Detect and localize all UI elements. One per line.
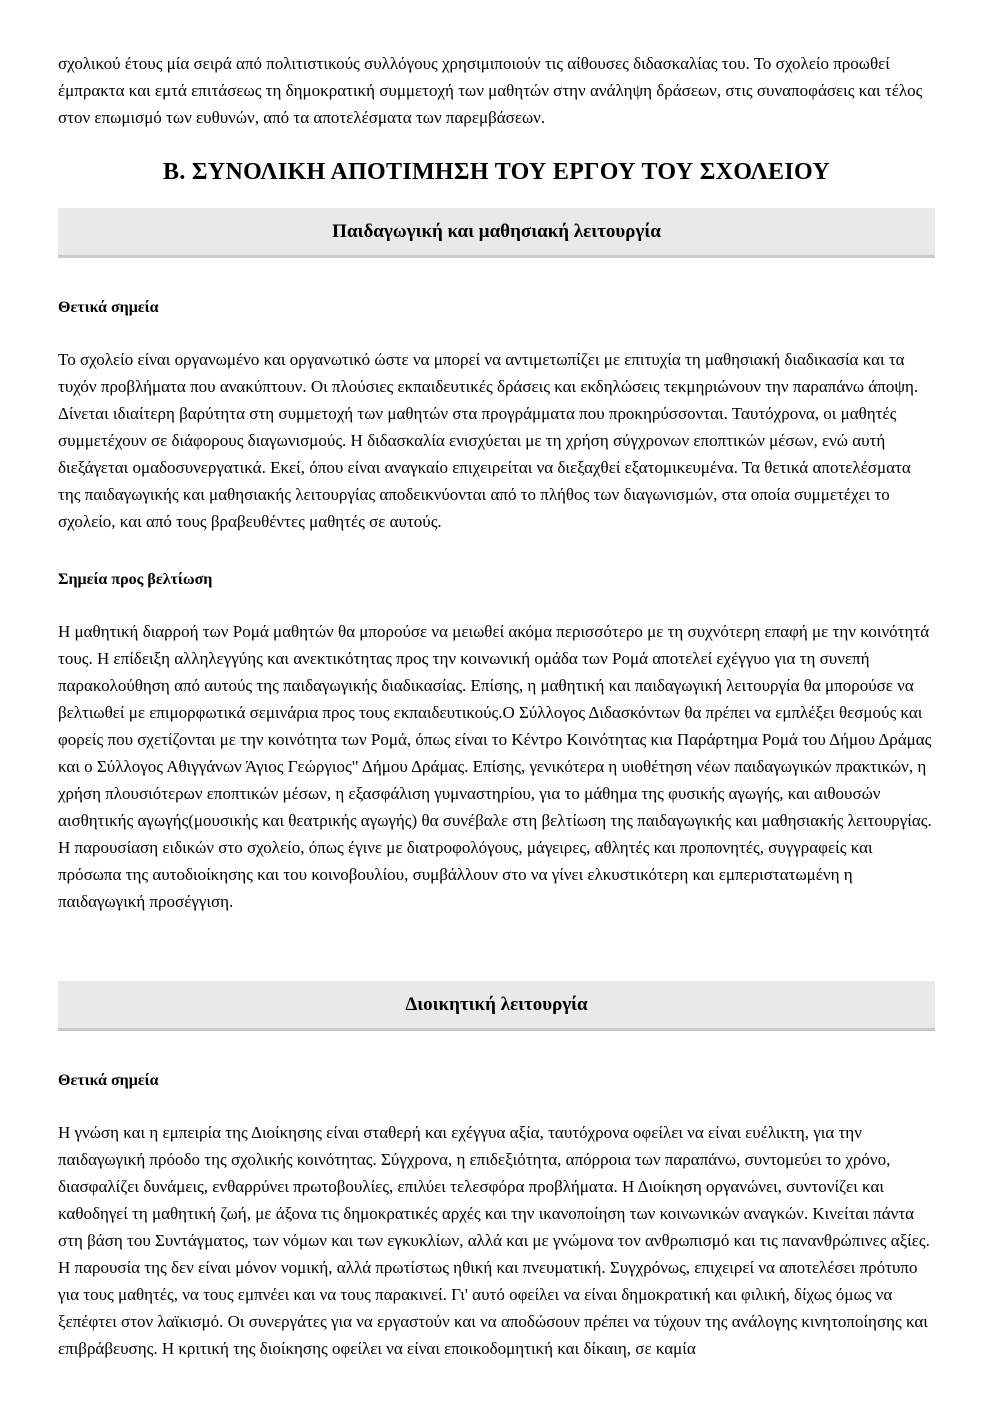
main-heading: Β. ΣΥΝΟΛΙΚΗ ΑΠΟΤΙΜΗΣΗ ΤΟΥ ΕΡΓΟΥ ΤΟΥ ΣΧΟΛΕΙΟΥ	[163, 159, 830, 185]
section-pedagogical	[58, 208, 935, 915]
improvements-heading: Σημεία προς βελτίωση	[58, 571, 213, 588]
positives-heading: Θετικά σημεία	[58, 1072, 159, 1089]
intro-paragraph: σχολικού έτους μία σειρά από πολιτιστικούς συλλόγους χρησιμιποιούν τις αίθουσες διδασκαλίας του. Το σχολείο προωθεί έμπρακτα και εμτά επιτάσεως τη δημοκρατική συμμετοχή των μαθητών στην ανάληψη δράσεων, στις συναποφάσεις και τέλος στον επωμισμό των ευθυνών, από τα αποτελέσματα των παρεμβάσεων.	[58, 54, 923, 127]
positives-text: Το σχολείο είναι οργανωμένο και οργανωτικό ώστε να μπορεί να αντιμετωπίζει με επιτυχία τη μαθησιακή διαδικασία και τα τυχόν προβλήματα που ανακύπτουν. Οι πλούσιες εκπαιδευτικές δράσεις και εκδηλώσεις τεκμηριώνουν την παραπάνω άποψη. Δίνεται ιδιαίτερη βαρύτητα στη συμμετοχή των μαθητών στα προγράμματα που προκηρύσσονται. Ταυτόχρονα, οι μαθητές συμμετέχουν σε διάφορους διαγωνισμούς. Η διδασκαλία ενισχύεται με τη χρήση σύγχρονων εποπτικών μέσων, ενώ αυτή διεξάγεται ομαδοσυνεργατικά. Εκεί, όπου είναι αναγκαίο επιχειρείται να διεξαχθεί εξατομικευμένα. Τα θετικά αποτελέσματα της παιδαγωγικής και μαθησιακής λειτουργίας αποδεικνύονται από το πλήθος των διαγωνισμών, στα οποία συμμετέχει το σχολείο, και από τους βραβευθέντες μαθητές σε αυτούς.	[58, 350, 919, 531]
improvements-text: Η μαθητική διαρροή των Ρομά μαθητών θα μπορούσε να μειωθεί ακόμα περισσότερο με τη συχνότερη επαφή με την κοινότητά τους. Η επίδειξη αλληλεγγύης και ανεκτικότητας προς την κοινωνική ομάδα των Ρομά αποτελεί εχέγγυο για τη συνεπή παρακολούθηση από αυτούς της παιδαγωγικής διαδικασίας. Επίσης, η μαθητική και παιδαγωγική λειτουργία θα μπορούσε να βελτιωθεί με επιμορφωτικά σεμινάρια προς τους εκπαιδευτικούς.Ο Σύλλογος Διδασκόντων θα πρέπει να εμπλέξει θεσμούς και φορείς που σχετίζονται με την κοινότητα των Ρομά, όπως είναι το Κέντρο Κοινότητας κια Παράρτημα Ρομά του Δήμου Δράμας και ο Σύλλογος Αθιγγάνων Άγιος Γεώργιος" Δήμου Δράμας. Επίσης, γενικότερα η υιοθέτηση νέων παιδαγωγικών πρακτικών, η χρήση πλουσιότερων εποπτικών μέσων, η εξασφάλιση γυμναστηρίου, για το μάθημα της φυσικής αγωγής, και αιθουσών αισθητικής αγωγής(μουσικής και θεατρικής αγωγής) θα συνέβαλε στη βελτίωση της παιδαγωγικής και μαθησιακής λειτουργίας. Η παρουσίαση ειδικών στο σχολείο, όπως έγινε με διατροφολόγους, μάγειρες, αθλητές και προπονητές, συγγραφείς και πρόσωπα της αυτοδιοίκησης και του κοινοβουλίου, συμβάλλουν στο να γίνει ελκυστικότερη και εμπεριστατωμένη η παιδαγωγική προσέγγιση.	[58, 622, 932, 911]
positives-heading: Θετικά σημεία	[58, 299, 159, 316]
positives-text: Η γνώση και η εμπειρία της Διοίκησης είναι σταθερή και εχέγγυα αξία, ταυτόχρονα οφείλει να είναι ευέλικτη, για την παιδαγωγική πρόοδο της σχολικής κοινότητας. Σύγχρονα, η επιδεξιότητα, απόρροια των παραπάνω, συντομεύει το χρόνο, διασφαλίζει δυνάμεις, ενθαρρύνει πρωτοβουλίες, επιλύει τελεσφόρα προβλήματα. Η Διοίκηση οργανώνει, συντονίζει και καθοδηγεί τη μαθητική ζωή, με άξονα τις δημοκρατικές αρχές και την ικανοποίηση των κοινωνικών αναγκών. Κινείται πάντα στη βάση του Συντάγματος, των νόμων και των εγκυκλίων, αλλά και με γνώμονα τον ανθρωπισμό και τις πανανθρώπινες αξίες. Η παρουσία της δεν είναι μόνον νομική, αλλά πρωτίστως ηθική και πνευματική. Συγχρόνως, επιχειρεί να αποτελέσει πρότυπο για τους μαθητές, να τους εμπνέει και να τους παρακινεί. Γι' αυτό οφείλει να είναι δημοκρατική και φιλική, δίχως όμως να ξεπέφτει στον λαϊκισμό. Οι συνεργάτες για να εργαστούν και να αποδώσουν πρέπει να τύχουν της ανάλογης κινητοποίησης και επιβράβευσης. Η κριτική της διοίκησης οφείλει να είναι εποικοδομητική και δίκαιη, σε καμία	[58, 1123, 930, 1358]
section-banner-pedagogical: Παιδαγωγική και μαθησιακή λειτουργία	[58, 208, 935, 258]
section-banner-administrative: Διοικητική λειτουργία	[58, 981, 935, 1031]
section-administrative	[58, 981, 935, 1362]
